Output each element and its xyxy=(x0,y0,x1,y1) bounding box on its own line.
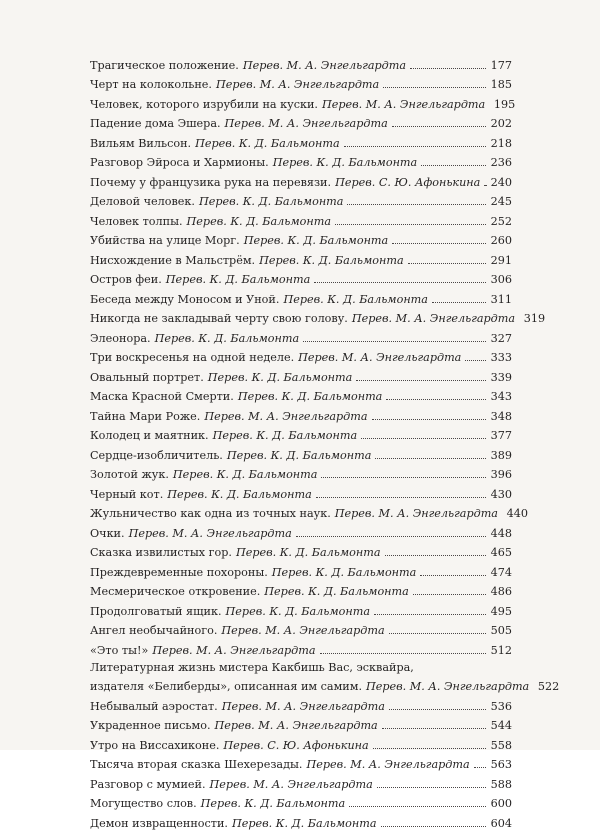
entry-title: Колодец и маятник. xyxy=(90,429,209,442)
dot-leader xyxy=(316,496,486,498)
entry-title: Разговор Эйроса и Хармионы. xyxy=(90,156,269,169)
dot-leader xyxy=(484,184,486,186)
entry-title: Золотой жук. xyxy=(90,468,169,481)
dot-leader xyxy=(392,125,486,127)
entry-page-number: 236 xyxy=(490,156,512,169)
toc-entry xyxy=(90,752,512,772)
entry-translator: Перев. К. Д. Бальмонта xyxy=(237,390,383,403)
entry-translator: Перев. К. Д. Бальмонта xyxy=(259,253,404,267)
entry-translator: Перев. К. Д. Бальмонта xyxy=(165,273,311,286)
dot-leader xyxy=(375,457,486,459)
entry-page-number: 389 xyxy=(490,448,512,462)
entry-title: Никогда не закладывай черту свою голову. xyxy=(90,312,348,325)
toc-entry xyxy=(90,91,516,111)
dot-leader xyxy=(374,613,486,615)
dot-leader xyxy=(356,379,486,381)
entry-page-number: 604 xyxy=(490,816,512,830)
dot-leader xyxy=(432,301,486,303)
entry-title: Тайна Мари Роже. xyxy=(90,409,201,423)
toc-entry xyxy=(90,169,512,189)
entry-page-number: 319 xyxy=(523,312,546,325)
dot-leader xyxy=(413,593,486,595)
dot-leader xyxy=(420,574,486,576)
dot-leader xyxy=(296,535,486,537)
entry-page-number: 440 xyxy=(506,507,528,520)
entry-title: Остров феи. xyxy=(90,273,162,286)
entry-translator: Перев. К. Д. Бальмонта xyxy=(167,487,312,501)
entry-page-number: 202 xyxy=(490,117,512,130)
entry-translator: Перев. М. А. Энгельгардта xyxy=(224,117,388,130)
entry-title: Небывалый аэростат. xyxy=(90,699,218,713)
dot-leader xyxy=(385,554,487,556)
toc-entry xyxy=(90,598,512,618)
entry-translator: Перев. К. Д. Бальмонта xyxy=(207,370,353,384)
dot-leader xyxy=(408,262,486,264)
entry-page-number: 495 xyxy=(490,604,512,618)
entry-translator: Перев. М. А. Энгельгардта xyxy=(366,680,530,693)
entry-translator: Перев. К. Д. Бальмонта xyxy=(200,797,346,810)
toc-entry xyxy=(90,228,512,248)
entry-title: Почему у французика рука на перевязи. xyxy=(90,175,332,189)
entry-title: «Это ты!» xyxy=(90,643,149,657)
entry-title: Сердце-изобличитель. xyxy=(90,448,223,462)
entry-translator: Перев. К. Д. Бальмонта xyxy=(283,292,428,306)
toc-entry xyxy=(90,384,512,404)
toc-entry xyxy=(90,481,512,501)
dot-leader xyxy=(421,164,486,166)
entry-title-line1: Литературная жизнь мистера Какбишь Вас, эсквайра, xyxy=(90,660,414,674)
entry-page-number: 377 xyxy=(490,429,512,442)
entry-translator: Перев. М. А. Энгельгардта xyxy=(214,719,378,732)
entry-page-number: 465 xyxy=(490,546,512,559)
toc-entry xyxy=(90,267,512,287)
entry-title: Месмерическое откровение. xyxy=(90,585,261,598)
entry-page-number: 474 xyxy=(490,565,512,579)
entry-title: Элеонора. xyxy=(90,331,151,345)
toc-entry xyxy=(90,637,512,657)
entry-page-number: 522 xyxy=(537,680,560,693)
entry-translator: Перев. К. Д. Бальмонта xyxy=(272,156,418,169)
toc-entry xyxy=(90,403,512,423)
entry-page-number: 600 xyxy=(490,797,512,810)
entry-translator: Перев. М. А. Энгельгардта xyxy=(351,312,516,325)
toc-entry xyxy=(90,306,546,326)
dot-leader xyxy=(344,145,486,147)
dot-leader xyxy=(372,418,486,420)
entry-translator: Перев. М. А. Энгельгардта xyxy=(242,58,407,72)
toc-entry xyxy=(90,713,512,733)
entry-translator: Перев. К. Д. Бальмонта xyxy=(172,468,318,481)
entry-page-number: 327 xyxy=(490,331,512,345)
entry-translator: Перев. К. Д. Бальмонта xyxy=(186,214,332,228)
toc-entry xyxy=(90,364,512,384)
toc-entry xyxy=(90,791,512,811)
entry-translator: Перев. М. А. Энгельгардта xyxy=(216,78,380,91)
toc-entry xyxy=(90,345,512,365)
toc-entry xyxy=(90,501,528,521)
entry-title: Ангел необычайного. xyxy=(90,624,218,637)
dot-leader xyxy=(381,825,486,827)
entry-title: Человек, которого изрубили на куски. xyxy=(90,97,318,111)
entry-title: Падение дома Эшера. xyxy=(90,117,221,130)
entry-page-number: 339 xyxy=(490,370,512,384)
toc-entry xyxy=(90,208,512,228)
entry-title: Деловой человек. xyxy=(90,195,195,208)
entry-translator: Перев. М. А. Энгельгардта xyxy=(221,624,385,637)
entry-title: Человек толпы. xyxy=(90,214,183,228)
table-of-contents xyxy=(90,52,560,830)
dot-leader xyxy=(465,359,486,361)
dot-leader xyxy=(389,632,486,634)
entry-title: Тысяча вторая сказка Шехерезады. xyxy=(90,758,303,771)
entry-title: Утро на Виссахиконе. xyxy=(90,738,220,752)
entry-title: Овальный портрет. xyxy=(90,370,204,384)
toc-entry xyxy=(90,189,512,209)
entry-translator: Перев. М. А. Энгельгардта xyxy=(204,409,368,423)
toc-entry xyxy=(90,150,512,170)
entry-translator: Перев. К. Д. Бальмонта xyxy=(226,448,372,462)
entry-translator: Перев. К. Д. Бальмонта xyxy=(212,429,358,442)
entry-title: Убийства на улице Морг. xyxy=(90,234,240,247)
dot-leader xyxy=(377,786,486,788)
entry-translator: Перев. М. А. Энгельгардта xyxy=(152,643,316,657)
entry-page-number: 252 xyxy=(490,214,512,228)
entry-translator: Перев. М. А. Энгельгардта xyxy=(221,699,385,713)
entry-title: Три воскресенья на одной неделе. xyxy=(90,351,295,364)
entry-title: издателя «Белиберды», описанная им самим. xyxy=(90,680,363,693)
toc-entry xyxy=(90,286,512,306)
toc-entry xyxy=(90,462,512,482)
entry-page-number: 588 xyxy=(490,777,512,791)
entry-title: Могущество слов. xyxy=(90,797,197,810)
entry-title: Нисхождение в Мальстрём. xyxy=(90,253,256,267)
entry-page-number: 177 xyxy=(490,58,512,72)
entry-title: Демон извращенности. xyxy=(90,816,228,830)
entry-translator: Перев. М. А. Энгельгардта xyxy=(321,97,486,111)
dot-leader xyxy=(320,652,486,654)
toc-entry xyxy=(90,130,512,150)
entry-page-number: 396 xyxy=(490,468,512,481)
entry-translator: Перев. С. Ю. Афонькина xyxy=(223,738,369,752)
entry-page-number: 486 xyxy=(490,585,512,598)
toc-entry xyxy=(90,325,512,345)
toc-entry xyxy=(90,442,512,462)
entry-title: Жульничество как одна из точных наук. xyxy=(90,507,331,520)
entry-page-number: 505 xyxy=(490,624,512,637)
dot-leader xyxy=(347,203,486,205)
entry-title: Маска Красной Смерти. xyxy=(90,390,234,403)
entry-page-number: 260 xyxy=(490,234,512,247)
toc-entry xyxy=(90,520,512,540)
entry-translator: Перев. К. Д. Бальмонта xyxy=(235,546,381,559)
toc-entry xyxy=(90,810,512,830)
entry-translator: Перев. К. Д. Бальмонта xyxy=(225,604,371,618)
entry-page-number: 333 xyxy=(490,351,512,364)
entry-translator: Перев. С. Ю. Афонькина xyxy=(335,175,481,189)
entry-page-number: 291 xyxy=(490,253,512,267)
toc-entry xyxy=(90,540,512,560)
entry-page-number: 448 xyxy=(490,526,512,540)
entry-page-number: 218 xyxy=(490,136,512,150)
toc-entry-title-first-line xyxy=(90,657,512,674)
dot-leader xyxy=(303,340,486,342)
entry-title: Беседа между Моносом и Уной. xyxy=(90,292,280,306)
entry-translator: Перев. К. Д. Бальмонта xyxy=(198,195,344,208)
entry-page-number: 240 xyxy=(490,175,512,189)
toc-entry xyxy=(90,52,512,72)
entry-translator: Перев. К. Д. Бальмонта xyxy=(271,565,417,579)
entry-page-number: 185 xyxy=(490,78,512,91)
entry-page-number: 558 xyxy=(490,738,512,752)
entry-translator: Перев. К. Д. Бальмонта xyxy=(154,331,300,345)
dot-leader xyxy=(314,281,486,283)
entry-translator: Перев. К. Д. Бальмонта xyxy=(264,585,409,598)
entry-title: Преждевременные похороны. xyxy=(90,565,268,579)
entry-translator: Перев. К. Д. Бальмонта xyxy=(195,136,340,150)
entry-page-number: 430 xyxy=(490,487,512,501)
entry-page-number: 195 xyxy=(493,97,516,111)
entry-page-number: 512 xyxy=(490,643,512,657)
entry-page-number: 563 xyxy=(490,758,512,771)
toc-entry xyxy=(90,618,512,638)
dot-leader xyxy=(349,805,486,807)
toc-entry xyxy=(90,579,512,599)
entry-translator: Перев. М. А. Энгельгардта xyxy=(298,351,462,364)
toc-entry xyxy=(90,247,512,267)
dot-leader xyxy=(382,727,486,729)
dot-leader xyxy=(410,67,486,69)
entry-title: Украденное письмо. xyxy=(90,719,211,732)
toc-entry xyxy=(90,693,512,713)
entry-page-number: 343 xyxy=(490,390,512,403)
entry-page-number: 348 xyxy=(490,409,512,423)
toc-entry xyxy=(90,111,512,131)
entry-page-number: 311 xyxy=(490,292,512,306)
dot-leader xyxy=(383,86,486,88)
toc-entry xyxy=(90,559,512,579)
toc-entry xyxy=(90,732,512,752)
entry-title: Сказка извилистых гор. xyxy=(90,546,232,559)
entry-translator: Перев. М. А. Энгельгардта xyxy=(306,758,470,771)
entry-title: Вильям Вильсон. xyxy=(90,136,192,150)
dot-leader xyxy=(373,747,486,749)
dot-leader xyxy=(474,766,486,768)
entry-title: Черный кот. xyxy=(90,487,164,501)
dot-leader xyxy=(361,437,486,439)
entry-page-number: 536 xyxy=(490,699,512,713)
entry-title: Разговор с мумией. xyxy=(90,777,206,791)
toc-entry xyxy=(90,72,512,92)
entry-translator: Перев. К. Д. Бальмонта xyxy=(232,816,377,830)
entry-translator: Перев. М. А. Энгельгардта xyxy=(209,777,373,791)
entry-translator: Перев. М. А. Энгельгардта xyxy=(334,507,498,520)
entry-title: Трагическое положение. xyxy=(90,58,239,72)
toc-entry xyxy=(90,423,512,443)
entry-page-number: 245 xyxy=(490,195,512,208)
dot-leader xyxy=(321,476,486,478)
entry-translator: Перев. К. Д. Бальмонта xyxy=(243,234,389,247)
entry-translator: Перев. М. А. Энгельгардта xyxy=(128,526,292,540)
toc-entry xyxy=(90,771,512,791)
dot-leader xyxy=(389,708,486,710)
dot-leader xyxy=(386,398,486,400)
entry-title: Продолговатый ящик. xyxy=(90,604,222,618)
toc-entry xyxy=(90,674,560,694)
entry-page-number: 306 xyxy=(490,273,512,286)
entry-page-number: 544 xyxy=(490,719,512,732)
entry-title: Очки. xyxy=(90,526,125,540)
dot-leader xyxy=(392,242,486,244)
dot-leader xyxy=(335,223,486,225)
entry-title: Черт на колокольне. xyxy=(90,78,212,91)
